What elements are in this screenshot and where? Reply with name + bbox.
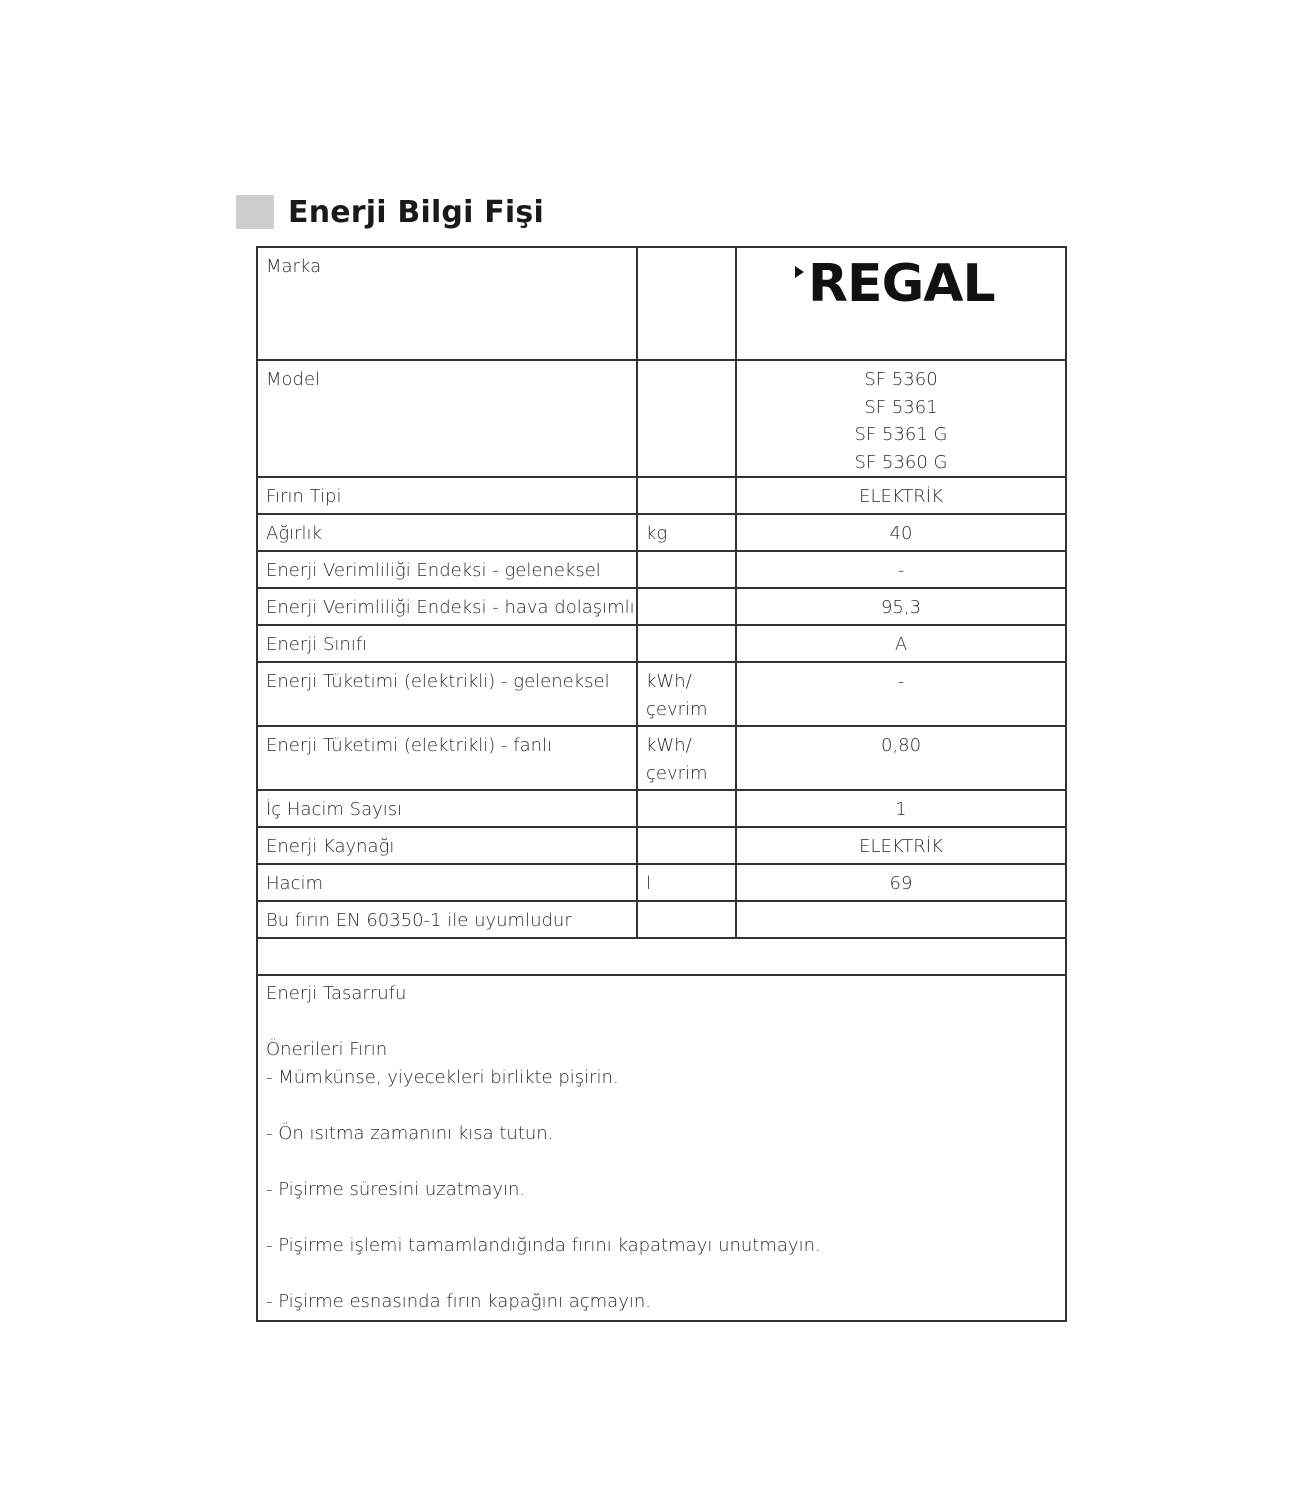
tip-item: - Pişirme süresini uzatmayın. <box>266 1179 526 1200</box>
row-label: Enerji Verimliliği Endeksi - hava dolaşımlı <box>257 588 637 625</box>
model-row <box>257 360 1066 477</box>
brand-label: Marka <box>257 247 637 360</box>
model-value: SF 5360 <box>864 369 938 390</box>
table-row <box>257 588 1066 625</box>
tip-item: - Pişirme esnasında fırın kapağını açmayın. <box>266 1291 651 1312</box>
row-value: 95,3 <box>736 588 1066 625</box>
row-unit: kWh/ çevrim <box>637 726 736 790</box>
row-label: Fırın Tipi <box>257 477 637 514</box>
row-unit: l <box>637 864 736 901</box>
table-row <box>257 551 1066 588</box>
tips-spacer <box>266 1260 1057 1288</box>
row-label: Ağırlık <box>257 514 637 551</box>
brand-unit <box>637 247 736 360</box>
row-label: Hacim <box>257 864 637 901</box>
table-row <box>257 827 1066 864</box>
row-value: 40 <box>736 514 1066 551</box>
row-value <box>736 901 1066 938</box>
row-label: İç Hacim Sayısı <box>257 790 637 827</box>
model-label: Model <box>257 360 637 477</box>
row-unit <box>637 477 736 514</box>
model-value: SF 5360 G <box>854 451 948 473</box>
row-unit <box>637 827 736 864</box>
tips-spacer <box>266 1148 1057 1176</box>
row-value: A <box>736 625 1066 662</box>
page-title: Enerji Bilgi Fişi <box>288 194 544 230</box>
table-row <box>257 625 1066 662</box>
tips-spacer <box>266 1092 1057 1120</box>
tips-spacer <box>266 1008 1057 1036</box>
row-unit <box>637 901 736 938</box>
table-row <box>257 790 1066 827</box>
row-label: Bu fırın EN 60350-1 ile uyumludur <box>257 901 637 938</box>
energy-saving-tips <box>257 975 1066 1321</box>
table-row <box>257 477 1066 514</box>
row-unit <box>637 588 736 625</box>
tips-spacer <box>266 1204 1057 1232</box>
row-label: Enerji Tüketimi (elektrikli) - fanlı <box>257 726 637 790</box>
model-unit <box>637 360 736 477</box>
logo-text: REGAL <box>808 254 995 314</box>
tip-item: - Pişirme işlemi tamamlandığında fırını kapatmayı unutmayın. <box>266 1235 821 1256</box>
empty-row <box>257 938 1066 975</box>
row-label: Enerji Verimliliği Endeksi - geleneksel <box>257 551 637 588</box>
page-header <box>236 190 544 234</box>
row-label: Enerji Tüketimi (elektrikli) - geleneksel <box>257 662 637 726</box>
tip-item: - Mümkünse, yiyecekleri birlikte pişirin. <box>266 1067 619 1088</box>
row-unit <box>637 790 736 827</box>
brand-logo-cell <box>736 247 1066 360</box>
tips-subtitle: Önerileri Fırın <box>266 1039 388 1060</box>
row-unit <box>637 625 736 662</box>
model-values <box>736 360 1066 477</box>
row-value: - <box>736 662 1066 726</box>
row-value: ELEKTRİK <box>736 827 1066 864</box>
table-row <box>257 662 1066 726</box>
row-label: Enerji Kaynağı <box>257 827 637 864</box>
table-row <box>257 864 1066 901</box>
header-marker <box>236 195 274 229</box>
regal-logo <box>795 254 995 314</box>
tip-item: - Ön ısıtma zamanını kısa tutun. <box>266 1123 554 1144</box>
logo-arrow-icon <box>795 266 804 278</box>
brand-row <box>257 247 1066 360</box>
row-value: 1 <box>736 790 1066 827</box>
row-value: - <box>736 551 1066 588</box>
table-row <box>257 514 1066 551</box>
tips-row <box>257 975 1066 1321</box>
row-value: 0,80 <box>736 726 1066 790</box>
table-row <box>257 901 1066 938</box>
row-unit: kWh/ çevrim <box>637 662 736 726</box>
row-value: 69 <box>736 864 1066 901</box>
model-value: SF 5361 <box>864 396 938 418</box>
energy-info-table <box>256 246 1067 1322</box>
row-unit <box>637 551 736 588</box>
table-row <box>257 726 1066 790</box>
row-label: Enerji Sınıfı <box>257 625 637 662</box>
model-value: SF 5361 G <box>854 424 948 445</box>
row-unit: kg <box>637 514 736 551</box>
empty-cell <box>257 938 1066 975</box>
row-value: ELEKTRİK <box>736 477 1066 514</box>
tips-title: Enerji Tasarrufu <box>266 983 407 1004</box>
